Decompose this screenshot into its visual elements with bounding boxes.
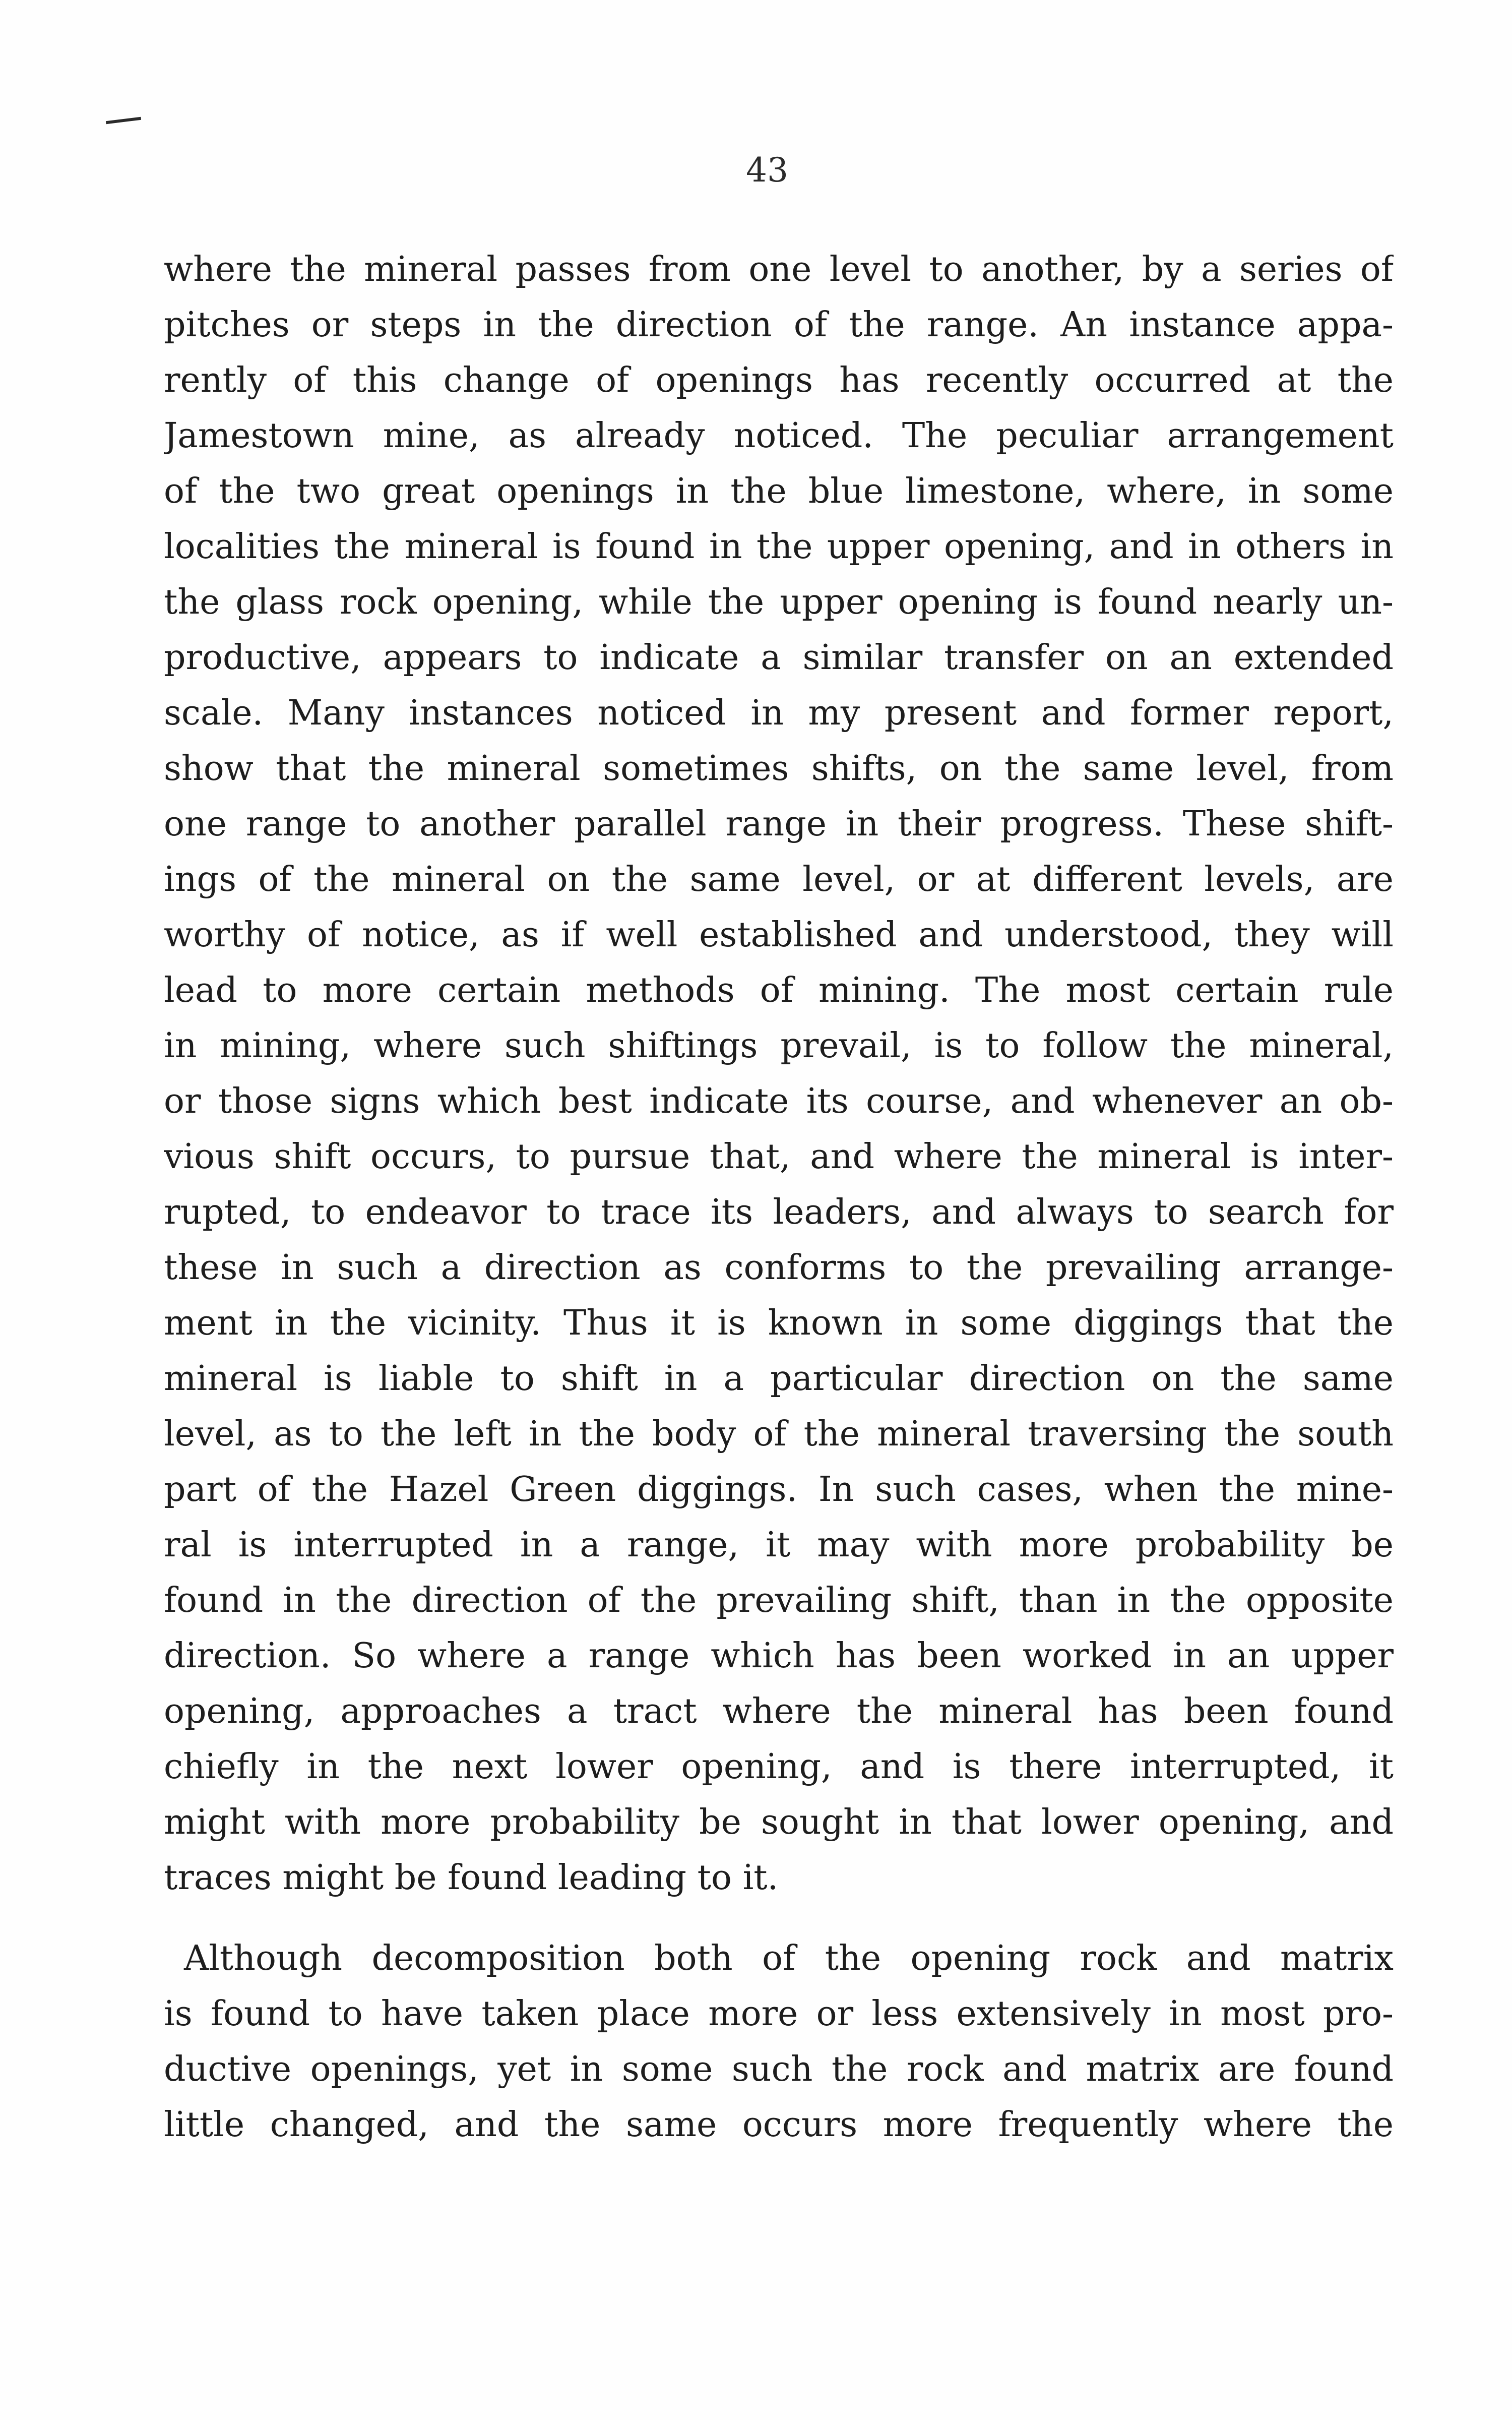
text-line: scale. Many instances noticed in my present and former report,: [164, 693, 1394, 733]
text-line: direction. So where a range which has been worked in an upper: [164, 1636, 1394, 1676]
text-line: pitches or steps in the direction of the range. An instance appa-: [164, 305, 1394, 345]
paragraph-2: [164, 1931, 1394, 2153]
text-line: worthy of notice, as if well established and understood, they will: [164, 915, 1394, 955]
text-line: traces might be found leading to it.: [164, 1858, 779, 1898]
text-line: ral is interrupted in a range, it may with more probability be: [164, 1525, 1394, 1565]
text-line: in mining, where such shiftings prevail, is to follow the mineral,: [164, 1026, 1394, 1066]
text-line: or those signs which best indicate its course, and whenever an ob-: [164, 1081, 1394, 1121]
text-line: these in such a direction as conforms to the prevailing arrange-: [164, 1248, 1394, 1288]
text-line: productive, appears to indicate a similar transfer on an extended: [164, 638, 1394, 678]
text-line: ductive openings, yet in some such the rock and matrix are found: [164, 2049, 1394, 2089]
text-line: localities the mineral is found in the upper opening, and in others in: [164, 527, 1394, 567]
paragraph-gap: [164, 1906, 1394, 1931]
text-line: where the mineral passes from one level to another, by a series of: [164, 250, 1394, 289]
text-line: mineral is liable to shift in a particular direction on the same: [164, 1359, 1394, 1399]
text-line: might with more probability be sought in that lower opening, and: [164, 1802, 1394, 1842]
text-line: ings of the mineral on the same level, or at different levels, are: [164, 860, 1394, 899]
paragraph-1: [164, 242, 1394, 1906]
text-line: is found to have taken place more or less extensively in most pro-: [164, 1994, 1394, 2034]
text-line: little changed, and the same occurs more frequently where the: [164, 2105, 1394, 2145]
text-line: rupted, to endeavor to trace its leaders, and always to search for: [164, 1192, 1394, 1232]
text-line: rently of this change of openings has recently occurred at the: [164, 360, 1394, 400]
text-line: opening, approaches a tract where the mineral has been found: [164, 1691, 1394, 1731]
text-line: lead to more certain methods of mining. The most certain rule: [164, 971, 1394, 1010]
text-line: part of the Hazel Green diggings. In such cases, when the mine-: [164, 1470, 1394, 1509]
margin-mark: [106, 117, 141, 124]
text-line: Jamestown mine, as already noticed. The peculiar arrangement: [164, 416, 1394, 456]
text-line: level, as to the left in the body of the mineral traversing the south: [164, 1414, 1394, 1454]
page-number: 43: [746, 151, 788, 190]
text-line: one range to another parallel range in their progress. These shift-: [164, 804, 1394, 844]
text-line: found in the direction of the prevailing shift, than in the opposite: [164, 1581, 1394, 1620]
text-line: ment in the vicinity. Thus it is known in some diggings that the: [164, 1303, 1394, 1343]
body-text: [164, 242, 1394, 2153]
text-line: show that the mineral sometimes shifts, on the same level, from: [164, 749, 1394, 789]
text-line: chiefly in the next lower opening, and is there interrupted, it: [164, 1747, 1394, 1787]
text-line: of the two great openings in the blue limestone, where, in some: [164, 471, 1394, 511]
text-line: Although decomposition both of the opening rock and matrix: [184, 1939, 1394, 1978]
text-line: vious shift occurs, to pursue that, and where the mineral is inter-: [164, 1137, 1394, 1177]
text-line: the glass rock opening, while the upper opening is found nearly un-: [164, 582, 1394, 622]
